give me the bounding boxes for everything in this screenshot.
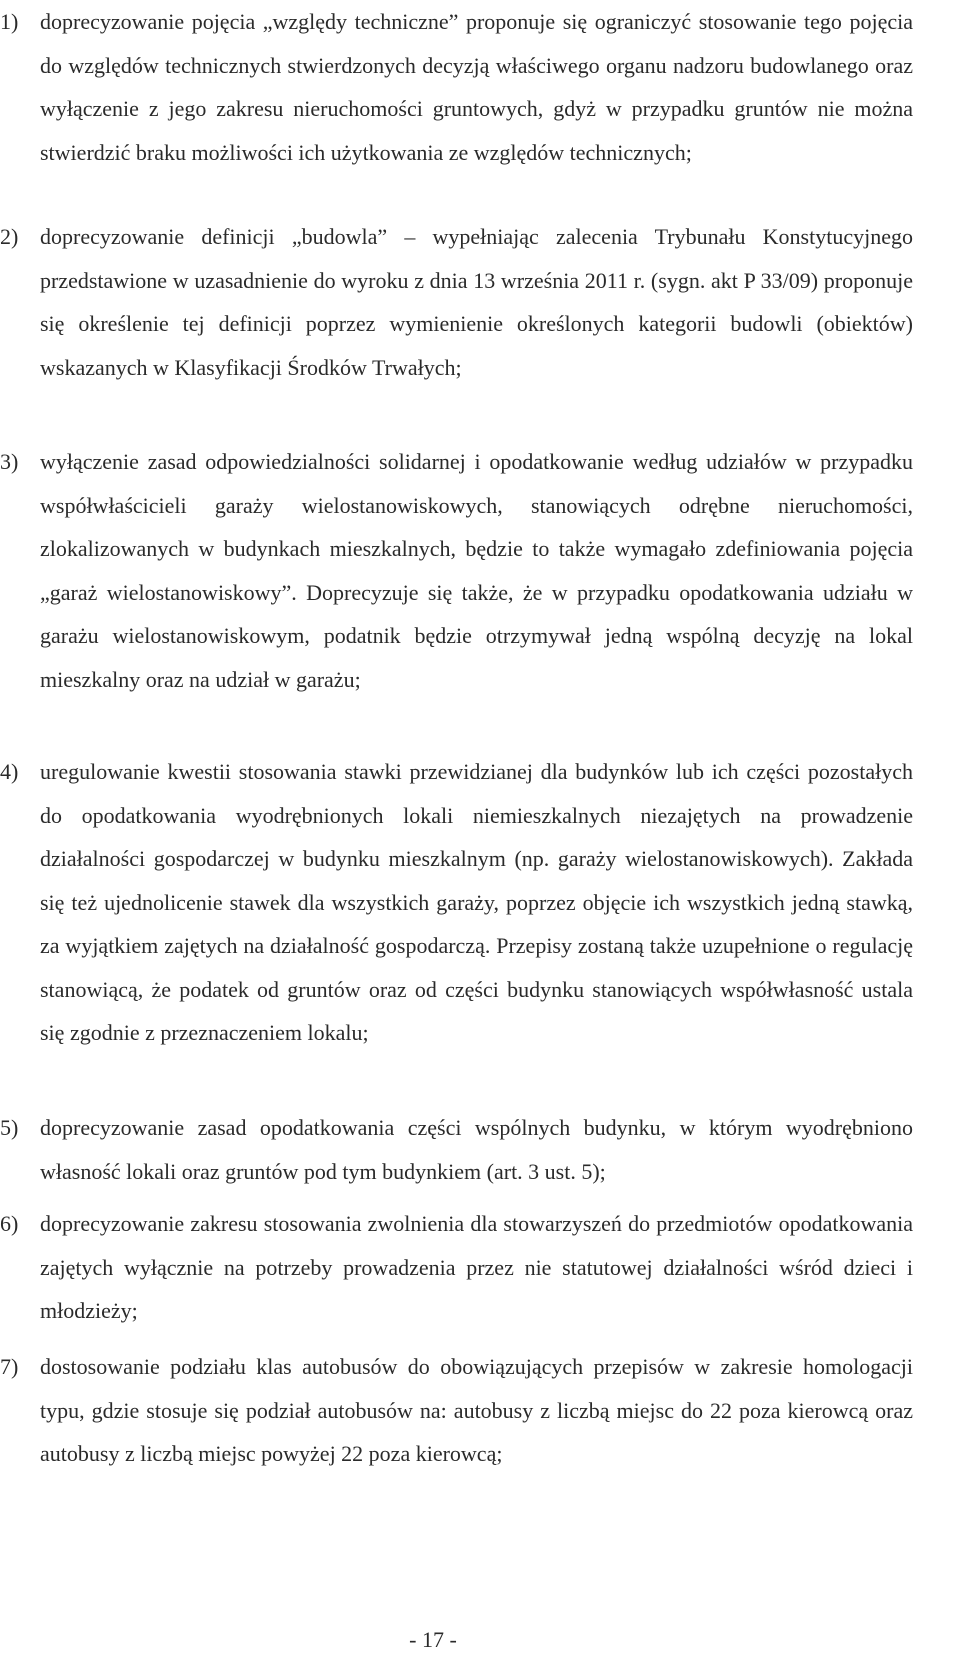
- list-item-text: doprecyzowanie pojęcia „względy techniczne” proponuje się ograniczyć stosowanie tego pojęcia do względów technicznych stwierdzonych decyzją właściwego organu nadzoru budowlanego oraz wyłączenie z jego zakresu nieruchomości gruntowych, gdyż w przypadku gruntów nie można stwierdzić braku możliwości ich użytkowania ze względów technicznych;: [40, 9, 913, 165]
- list-item-text: wyłączenie zasad odpowiedzialności solidarnej i opodatkowanie według udziałów w przypadku współwłaścicieli garaży wielostanowiskowych, stanowiących odrębne nieruchomości, zlokalizowanych w budynkach mieszkalnych, będzie to także wymagało zdefiniowania pojęcia „garaż wielostanowiskowy”. Doprecyzuje się także, że w przypadku opodatkowania udziału w garażu wielostanowiskowym, podatnik będzie otrzymywał jedną wspólną decyzję na lokal mieszkalny oraz na udział w garażu;: [40, 449, 913, 692]
- list-item: [0, 0, 960, 174]
- list-item-text: doprecyzowanie zakresu stosowania zwolnienia dla stowarzyszeń do przedmiotów opodatkowania zajętych wyłącznie na potrzeby prowadzenia przez nie statutowej działalności wśród dzieci i młodzieży;: [40, 1211, 913, 1323]
- list-item-number: 7): [0, 1354, 19, 1379]
- list-item: [0, 1345, 960, 1476]
- list-item: [0, 750, 960, 1055]
- list-item: [0, 440, 960, 701]
- list-item-text: doprecyzowanie zasad opodatkowania części wspólnych budynku, w którym wyodrębniono własność lokali oraz gruntów pod tym budynkiem (art. 3 ust. 5);: [40, 1115, 913, 1184]
- list-item: [0, 1106, 960, 1193]
- list-item-number: 2): [0, 224, 19, 249]
- list-item-text: doprecyzowanie definicji „budowla” – wypełniając zalecenia Trybunału Konstytucyjnego przedstawione w uzasadnienie do wyroku z dnia 13 września 2011 r. (sygn. akt P 33/09) proponuje się określenie tej definicji poprzez wymienienie określonych kategorii budowli (obiektów) wskazanych w Klasyfikacji Środków Trwałych;: [40, 224, 913, 380]
- list-item-text: uregulowanie kwestii stosowania stawki przewidzianej dla budynków lub ich części pozostałych do opodatkowania wyodrębnionych lokali niemieszkalnych niezajętych na prowadzenie działalności gospodarczej w budynku mieszkalnym (np. garaży wielostanowiskowych). Zakłada się też ujednolicenie stawek dla wszystkich garaży, poprzez objęcie ich wszystkich jedną stawką, za wyjątkiem zajętych na działalność gospodarczą. Przepisy zostaną także uzupełnione o regulację stanowiącą, że podatek od gruntów oraz od części budynku stanowiących współwłasność ustala się zgodnie z przeznaczeniem lokalu;: [40, 759, 913, 1045]
- list-item-number: 5): [0, 1115, 19, 1140]
- list-item-text: dostosowanie podziału klas autobusów do obowiązujących przepisów w zakresie homologacji typu, gdzie stosuje się podział autobusów na: autobusy z liczbą miejsc do 22 poza kierowcą oraz autobusy z liczbą miejsc powyżej 22 poza kierowcą;: [40, 1354, 913, 1466]
- page-number: - 17 -: [409, 1627, 457, 1652]
- list-item-number: 1): [0, 9, 19, 34]
- list-item-number: 4): [0, 759, 19, 784]
- list-item-number: 3): [0, 449, 19, 474]
- list-item-number: 6): [0, 1211, 19, 1236]
- list-item: [0, 1202, 960, 1333]
- list-item: [0, 215, 960, 389]
